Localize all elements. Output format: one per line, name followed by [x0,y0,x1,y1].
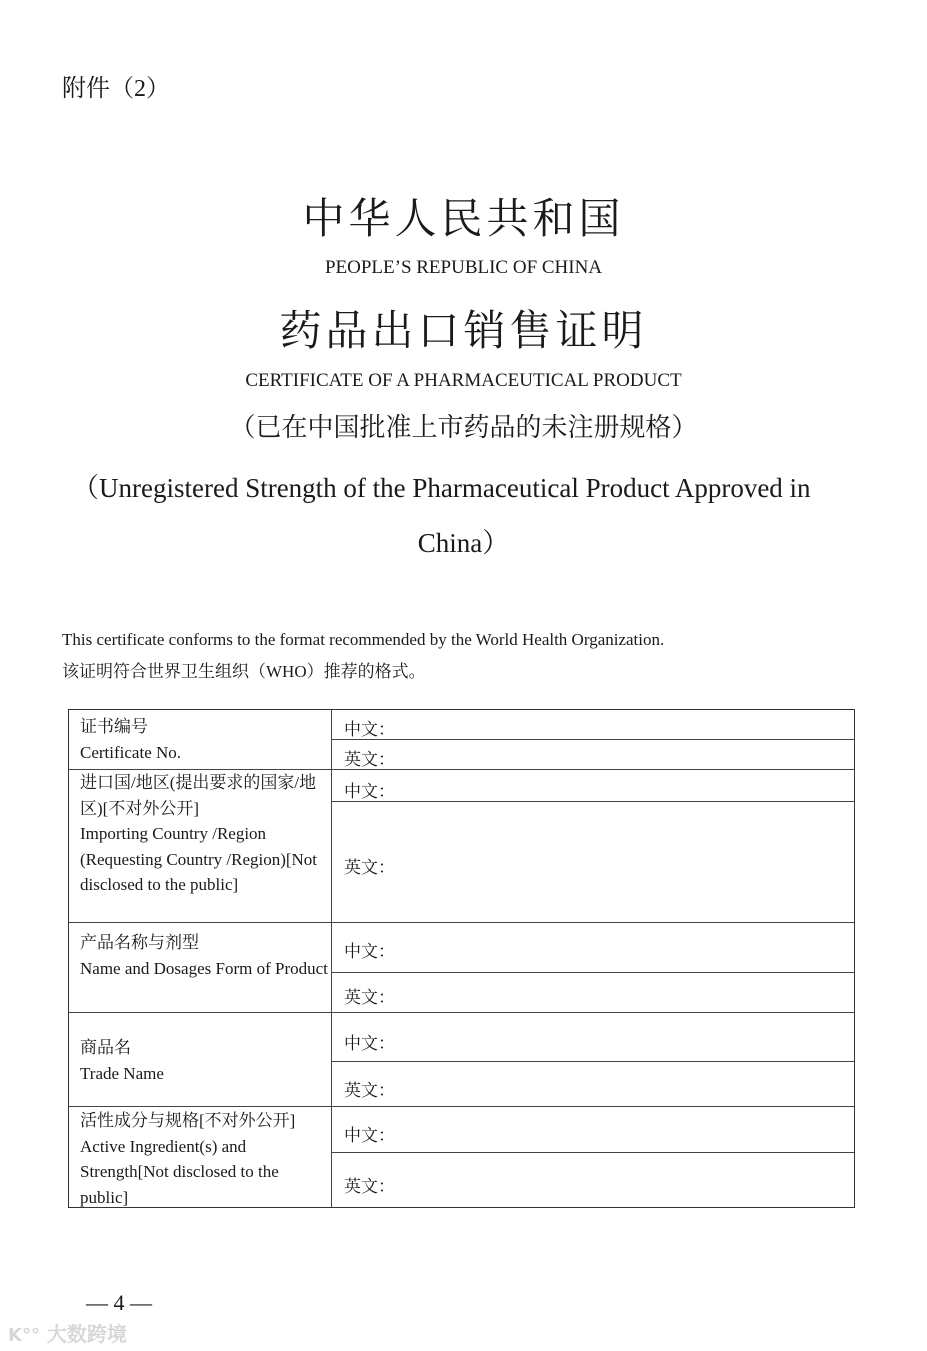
label-en: Trade Name [80,1063,164,1083]
label-cn: 进口国/地区(提出要求的国家/地区)[不对外公开] [80,773,317,818]
certificate-table [68,709,855,1208]
certificate-title-cn: 药品出口销售证明 [279,309,648,355]
subtitle-cn: （已在中国批准上市药品的未注册规格） [229,413,698,442]
label-active-ingredient [80,1108,330,1210]
sub-row-divider [331,1152,854,1153]
label-en: Certificate No. [80,742,182,762]
label-cn: 活性成分与规格[不对外公开] [80,1111,296,1130]
label-cn: 产品名称与剂型 [80,933,199,952]
importing-country-cn-field: 中文： [344,782,395,801]
certificate-no-en-field: 英文： [344,750,395,769]
row-divider [69,1012,854,1013]
importing-country-en-field: 英文： [344,858,395,877]
row-divider [69,922,854,923]
active-ingredient-en-field: 英文： [344,1177,395,1196]
label-cn: 商品名 [80,1038,131,1057]
label-trade-name [80,1035,330,1086]
product-name-cn-field: 中文： [344,942,395,961]
label-en: Importing Country /Region (Requesting Country /Region)[Not disclosed to the public] [80,824,318,894]
active-ingredient-cn-field: 中文： [344,1126,395,1145]
label-en: Active Ingredient(s) and Strength[Not disclosed to the public] [80,1136,279,1207]
label-importing-country [80,770,330,898]
subtitle-en-line1: （Unregistered Strength of the Pharmaceutical Product Approved in [72,473,811,503]
country-title-cn: 中华人民共和国 [302,197,625,243]
certificate-no-cn-field: 中文： [344,720,395,739]
country-title-en: PEOPLE’S REPUBLIC OF CHINA [324,257,603,278]
product-name-en-field: 英文： [344,988,395,1007]
watermark-text: 大数跨境 [46,1322,127,1346]
label-cn: 证书编号 [80,717,148,736]
sub-row-divider [331,972,854,973]
who-note-cn: 该证明符合世界卫生组织（WHO）推荐的格式。 [62,662,426,681]
sub-row-divider [331,1061,854,1062]
certificate-title-en: CERTIFICATE OF A PHARMACEUTICAL PRODUCT [245,370,682,391]
column-divider [331,710,332,1207]
label-product-name [80,930,330,981]
page-number: — 4 — [86,1290,152,1315]
label-en: Name and Dosages Form of Product [80,958,328,978]
label-certificate-no [80,714,330,765]
sub-row-divider [331,739,854,740]
subtitle-en-line2: China） [417,528,510,558]
row-divider [69,1106,854,1107]
attachment-label: 附件（2） [62,76,170,102]
watermark-icon: K°° [8,1325,40,1346]
trade-name-en-field: 英文： [344,1081,395,1100]
sub-row-divider [331,801,854,802]
trade-name-cn-field: 中文： [344,1034,395,1053]
watermark-logo [8,1318,127,1347]
who-note-en: This certificate conforms to the format recommended by the World Health Organization. [62,630,665,649]
